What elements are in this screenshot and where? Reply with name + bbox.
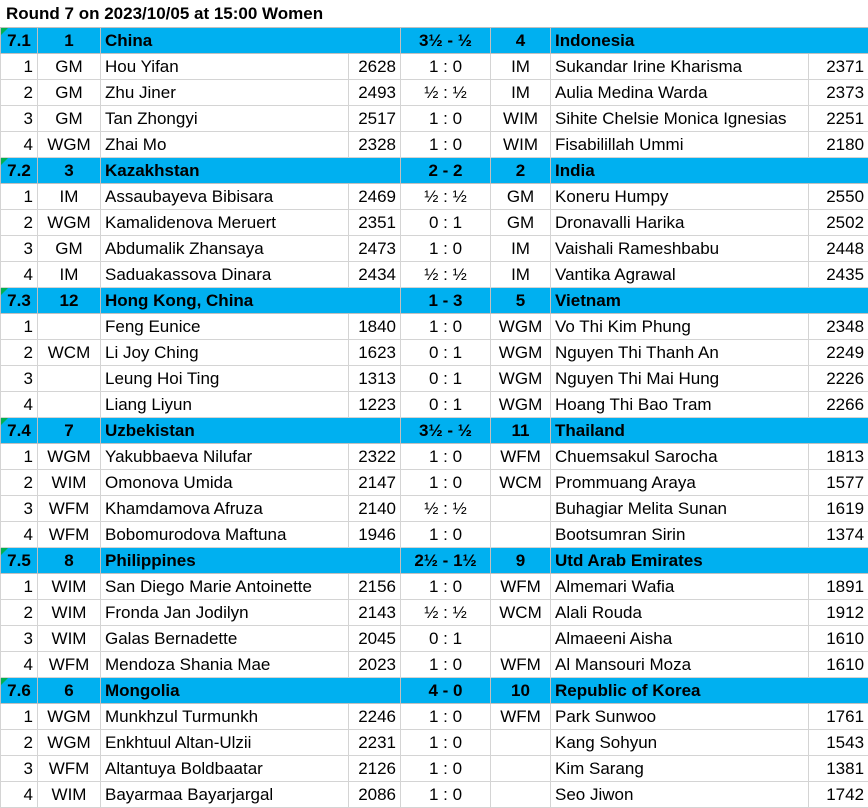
white-player-title bbox=[38, 314, 101, 340]
black-player-name: Fisabilillah Ummi bbox=[551, 132, 809, 158]
game-board-number: 1 bbox=[1, 314, 38, 340]
black-player-title: IM bbox=[491, 80, 551, 106]
match-score: 2 - 2 bbox=[401, 158, 491, 184]
white-player-rating: 2147 bbox=[349, 470, 401, 496]
away-team-name: Utd Arab Emirates bbox=[551, 548, 868, 574]
match-score: 3½ - ½ bbox=[401, 28, 491, 54]
white-player-name: Omonova Umida bbox=[101, 470, 349, 496]
game-result: 1 : 0 bbox=[401, 782, 491, 808]
white-player-rating: 2231 bbox=[349, 730, 401, 756]
game-result: 1 : 0 bbox=[401, 54, 491, 80]
game-row bbox=[1, 184, 868, 210]
black-player-title: WFM bbox=[491, 444, 551, 470]
black-player-rating: 2435 bbox=[809, 262, 868, 288]
black-player-name: Bootsumran Sirin bbox=[551, 522, 809, 548]
white-player-title bbox=[38, 392, 101, 418]
game-result: 1 : 0 bbox=[401, 444, 491, 470]
white-player-rating: 2246 bbox=[349, 704, 401, 730]
game-board-number: 3 bbox=[1, 756, 38, 782]
match-board-number: 7.6 bbox=[1, 678, 38, 704]
white-player-rating: 2473 bbox=[349, 236, 401, 262]
white-player-rating: 1313 bbox=[349, 366, 401, 392]
away-team-seed: 9 bbox=[491, 548, 551, 574]
black-player-name: Seo Jiwon bbox=[551, 782, 809, 808]
white-player-name: Tan Zhongyi bbox=[101, 106, 349, 132]
game-result: ½ : ½ bbox=[401, 184, 491, 210]
black-player-rating: 2550 bbox=[809, 184, 868, 210]
match-header-row bbox=[1, 158, 868, 184]
black-player-rating: 1912 bbox=[809, 600, 868, 626]
black-player-name: Al Mansouri Moza bbox=[551, 652, 809, 678]
white-player-title: WIM bbox=[38, 470, 101, 496]
black-player-rating: 1742 bbox=[809, 782, 868, 808]
black-player-rating: 1619 bbox=[809, 496, 868, 522]
white-player-rating: 2517 bbox=[349, 106, 401, 132]
game-board-number: 3 bbox=[1, 366, 38, 392]
black-player-rating: 1813 bbox=[809, 444, 868, 470]
white-player-rating: 1623 bbox=[349, 340, 401, 366]
game-result: 1 : 0 bbox=[401, 236, 491, 262]
white-player-name: Li Joy Ching bbox=[101, 340, 349, 366]
match-board-number: 7.5 bbox=[1, 548, 38, 574]
white-player-rating: 2045 bbox=[349, 626, 401, 652]
black-player-title: WGM bbox=[491, 340, 551, 366]
home-team-name: Kazakhstan bbox=[101, 158, 401, 184]
game-board-number: 4 bbox=[1, 392, 38, 418]
white-player-name: Feng Eunice bbox=[101, 314, 349, 340]
game-row bbox=[1, 236, 868, 262]
black-player-name: Park Sunwoo bbox=[551, 704, 809, 730]
game-board-number: 2 bbox=[1, 470, 38, 496]
game-result: 1 : 0 bbox=[401, 574, 491, 600]
white-player-title: WIM bbox=[38, 626, 101, 652]
match-score: 2½ - 1½ bbox=[401, 548, 491, 574]
black-player-rating: 2266 bbox=[809, 392, 868, 418]
game-board-number: 4 bbox=[1, 262, 38, 288]
black-player-title bbox=[491, 782, 551, 808]
white-player-rating: 1840 bbox=[349, 314, 401, 340]
game-row bbox=[1, 444, 868, 470]
away-team-seed: 11 bbox=[491, 418, 551, 444]
white-player-title bbox=[38, 366, 101, 392]
white-player-rating: 2023 bbox=[349, 652, 401, 678]
black-player-name: Chuemsakul Sarocha bbox=[551, 444, 809, 470]
game-result: ½ : ½ bbox=[401, 80, 491, 106]
white-player-title: WGM bbox=[38, 132, 101, 158]
game-board-number: 2 bbox=[1, 80, 38, 106]
white-player-title: GM bbox=[38, 236, 101, 262]
home-team-seed: 6 bbox=[38, 678, 101, 704]
black-player-rating: 2251 bbox=[809, 106, 868, 132]
away-team-seed: 4 bbox=[491, 28, 551, 54]
game-result: ½ : ½ bbox=[401, 496, 491, 522]
black-player-name: Kang Sohyun bbox=[551, 730, 809, 756]
black-player-rating: 1381 bbox=[809, 756, 868, 782]
match-board-number: 7.4 bbox=[1, 418, 38, 444]
black-player-title: WFM bbox=[491, 574, 551, 600]
black-player-title bbox=[491, 522, 551, 548]
black-player-title bbox=[491, 496, 551, 522]
white-player-title: WGM bbox=[38, 444, 101, 470]
game-row bbox=[1, 80, 868, 106]
game-row bbox=[1, 730, 868, 756]
white-player-name: Munkhzul Turmunkh bbox=[101, 704, 349, 730]
white-player-name: Hou Yifan bbox=[101, 54, 349, 80]
white-player-rating: 2140 bbox=[349, 496, 401, 522]
match-board-number: 7.3 bbox=[1, 288, 38, 314]
white-player-rating: 2322 bbox=[349, 444, 401, 470]
white-player-title: GM bbox=[38, 106, 101, 132]
game-board-number: 4 bbox=[1, 782, 38, 808]
white-player-name: Leung Hoi Ting bbox=[101, 366, 349, 392]
game-row bbox=[1, 470, 868, 496]
black-player-title: GM bbox=[491, 210, 551, 236]
match-board-number: 7.1 bbox=[1, 28, 38, 54]
game-row bbox=[1, 574, 868, 600]
game-board-number: 3 bbox=[1, 236, 38, 262]
game-board-number: 1 bbox=[1, 704, 38, 730]
black-player-name: Almemari Wafia bbox=[551, 574, 809, 600]
white-player-title: WGM bbox=[38, 210, 101, 236]
home-team-seed: 8 bbox=[38, 548, 101, 574]
away-team-seed: 2 bbox=[491, 158, 551, 184]
black-player-title: WFM bbox=[491, 652, 551, 678]
away-team-name: Indonesia bbox=[551, 28, 868, 54]
match-board-number: 7.2 bbox=[1, 158, 38, 184]
round-title: Round 7 on 2023/10/05 at 15:00 Women bbox=[0, 0, 868, 27]
black-player-name: Vaishali Rameshbabu bbox=[551, 236, 809, 262]
black-player-rating: 2226 bbox=[809, 366, 868, 392]
black-player-title: IM bbox=[491, 54, 551, 80]
black-player-name: Vo Thi Kim Phung bbox=[551, 314, 809, 340]
black-player-rating: 2348 bbox=[809, 314, 868, 340]
home-team-name: Uzbekistan bbox=[101, 418, 401, 444]
white-player-name: Fronda Jan Jodilyn bbox=[101, 600, 349, 626]
game-board-number: 2 bbox=[1, 730, 38, 756]
white-player-rating: 1223 bbox=[349, 392, 401, 418]
away-team-name: Republic of Korea bbox=[551, 678, 868, 704]
black-player-title: WFM bbox=[491, 704, 551, 730]
white-player-rating: 2469 bbox=[349, 184, 401, 210]
game-row bbox=[1, 652, 868, 678]
white-player-name: Mendoza Shania Mae bbox=[101, 652, 349, 678]
white-player-rating: 2628 bbox=[349, 54, 401, 80]
white-player-rating: 2126 bbox=[349, 756, 401, 782]
game-row bbox=[1, 366, 868, 392]
game-board-number: 4 bbox=[1, 652, 38, 678]
black-player-name: Kim Sarang bbox=[551, 756, 809, 782]
away-team-name: Vietnam bbox=[551, 288, 868, 314]
black-player-title bbox=[491, 730, 551, 756]
game-result: 1 : 0 bbox=[401, 106, 491, 132]
black-player-rating: 2373 bbox=[809, 80, 868, 106]
white-player-title: WFM bbox=[38, 522, 101, 548]
black-player-title: WCM bbox=[491, 600, 551, 626]
black-player-title: WGM bbox=[491, 366, 551, 392]
game-board-number: 1 bbox=[1, 184, 38, 210]
match-header-row bbox=[1, 548, 868, 574]
white-player-rating: 2143 bbox=[349, 600, 401, 626]
black-player-title bbox=[491, 626, 551, 652]
black-player-rating: 1610 bbox=[809, 626, 868, 652]
white-player-rating: 1946 bbox=[349, 522, 401, 548]
game-board-number: 1 bbox=[1, 54, 38, 80]
black-player-name: Almaeeni Aisha bbox=[551, 626, 809, 652]
black-player-rating: 1543 bbox=[809, 730, 868, 756]
white-player-name: Zhu Jiner bbox=[101, 80, 349, 106]
white-player-title: WGM bbox=[38, 730, 101, 756]
white-player-name: Khamdamova Afruza bbox=[101, 496, 349, 522]
black-player-name: Dronavalli Harika bbox=[551, 210, 809, 236]
black-player-title: WGM bbox=[491, 314, 551, 340]
game-row bbox=[1, 210, 868, 236]
black-player-rating: 1577 bbox=[809, 470, 868, 496]
match-header-row bbox=[1, 418, 868, 444]
match-score: 1 - 3 bbox=[401, 288, 491, 314]
black-player-name: Sukandar Irine Kharisma bbox=[551, 54, 809, 80]
game-board-number: 3 bbox=[1, 496, 38, 522]
white-player-name: Liang Liyun bbox=[101, 392, 349, 418]
black-player-name: Koneru Humpy bbox=[551, 184, 809, 210]
white-player-title: WFM bbox=[38, 496, 101, 522]
game-result: 1 : 0 bbox=[401, 132, 491, 158]
game-row bbox=[1, 496, 868, 522]
home-team-name: Philippines bbox=[101, 548, 401, 574]
black-player-title: GM bbox=[491, 184, 551, 210]
home-team-seed: 12 bbox=[38, 288, 101, 314]
white-player-name: Bobomurodova Maftuna bbox=[101, 522, 349, 548]
black-player-name: Hoang Thi Bao Tram bbox=[551, 392, 809, 418]
match-header-row bbox=[1, 678, 868, 704]
black-player-rating: 1891 bbox=[809, 574, 868, 600]
black-player-title: IM bbox=[491, 262, 551, 288]
away-team-name: India bbox=[551, 158, 868, 184]
white-player-title: WFM bbox=[38, 652, 101, 678]
game-result: 1 : 0 bbox=[401, 652, 491, 678]
match-header-row bbox=[1, 28, 868, 54]
black-player-title bbox=[491, 756, 551, 782]
black-player-rating: 2249 bbox=[809, 340, 868, 366]
match-score: 4 - 0 bbox=[401, 678, 491, 704]
black-player-rating: 2180 bbox=[809, 132, 868, 158]
white-player-rating: 2434 bbox=[349, 262, 401, 288]
game-row bbox=[1, 132, 868, 158]
black-player-name: Vantika Agrawal bbox=[551, 262, 809, 288]
white-player-title: IM bbox=[38, 184, 101, 210]
white-player-title: IM bbox=[38, 262, 101, 288]
black-player-name: Alali Rouda bbox=[551, 600, 809, 626]
game-result: 1 : 0 bbox=[401, 730, 491, 756]
black-player-rating: 2448 bbox=[809, 236, 868, 262]
home-team-name: China bbox=[101, 28, 401, 54]
white-player-name: San Diego Marie Antoinette bbox=[101, 574, 349, 600]
black-player-title: IM bbox=[491, 236, 551, 262]
game-result: ½ : ½ bbox=[401, 600, 491, 626]
game-result: 1 : 0 bbox=[401, 756, 491, 782]
home-team-seed: 3 bbox=[38, 158, 101, 184]
game-board-number: 1 bbox=[1, 444, 38, 470]
black-player-rating: 1374 bbox=[809, 522, 868, 548]
game-result: 1 : 0 bbox=[401, 314, 491, 340]
away-team-seed: 5 bbox=[491, 288, 551, 314]
white-player-title: WCM bbox=[38, 340, 101, 366]
match-score: 3½ - ½ bbox=[401, 418, 491, 444]
away-team-name: Thailand bbox=[551, 418, 868, 444]
white-player-rating: 2156 bbox=[349, 574, 401, 600]
game-result: 0 : 1 bbox=[401, 366, 491, 392]
white-player-rating: 2493 bbox=[349, 80, 401, 106]
game-result: 0 : 1 bbox=[401, 210, 491, 236]
black-player-name: Nguyen Thi Mai Hung bbox=[551, 366, 809, 392]
game-board-number: 2 bbox=[1, 340, 38, 366]
game-result: 1 : 0 bbox=[401, 470, 491, 496]
black-player-name: Aulia Medina Warda bbox=[551, 80, 809, 106]
game-board-number: 3 bbox=[1, 106, 38, 132]
black-player-name: Buhagiar Melita Sunan bbox=[551, 496, 809, 522]
white-player-title: WIM bbox=[38, 600, 101, 626]
pairings-table bbox=[0, 27, 868, 808]
white-player-title: WGM bbox=[38, 704, 101, 730]
game-row bbox=[1, 522, 868, 548]
game-row bbox=[1, 756, 868, 782]
game-board-number: 4 bbox=[1, 132, 38, 158]
game-row bbox=[1, 314, 868, 340]
white-player-name: Assaubayeva Bibisara bbox=[101, 184, 349, 210]
black-player-name: Prommuang Araya bbox=[551, 470, 809, 496]
game-result: 0 : 1 bbox=[401, 340, 491, 366]
black-player-rating: 1761 bbox=[809, 704, 868, 730]
white-player-name: Saduakassova Dinara bbox=[101, 262, 349, 288]
game-row bbox=[1, 262, 868, 288]
game-row bbox=[1, 782, 868, 808]
white-player-rating: 2328 bbox=[349, 132, 401, 158]
white-player-rating: 2086 bbox=[349, 782, 401, 808]
white-player-title: WIM bbox=[38, 782, 101, 808]
game-board-number: 1 bbox=[1, 574, 38, 600]
black-player-rating: 2502 bbox=[809, 210, 868, 236]
game-result: ½ : ½ bbox=[401, 262, 491, 288]
white-player-name: Altantuya Boldbaatar bbox=[101, 756, 349, 782]
white-player-name: Galas Bernadette bbox=[101, 626, 349, 652]
black-player-title: WIM bbox=[491, 132, 551, 158]
game-row bbox=[1, 54, 868, 80]
black-player-title: WGM bbox=[491, 392, 551, 418]
black-player-title: WCM bbox=[491, 470, 551, 496]
game-board-number: 2 bbox=[1, 600, 38, 626]
game-result: 0 : 1 bbox=[401, 392, 491, 418]
white-player-name: Bayarmaa Bayarjargal bbox=[101, 782, 349, 808]
white-player-title: WIM bbox=[38, 574, 101, 600]
white-player-name: Abdumalik Zhansaya bbox=[101, 236, 349, 262]
black-player-name: Sihite Chelsie Monica Ignesias bbox=[551, 106, 809, 132]
game-result: 0 : 1 bbox=[401, 626, 491, 652]
white-player-title: GM bbox=[38, 80, 101, 106]
match-header-row bbox=[1, 288, 868, 314]
black-player-rating: 1610 bbox=[809, 652, 868, 678]
game-row bbox=[1, 392, 868, 418]
game-row bbox=[1, 340, 868, 366]
game-result: 1 : 0 bbox=[401, 522, 491, 548]
black-player-name: Nguyen Thi Thanh An bbox=[551, 340, 809, 366]
home-team-seed: 7 bbox=[38, 418, 101, 444]
game-board-number: 3 bbox=[1, 626, 38, 652]
game-result: 1 : 0 bbox=[401, 704, 491, 730]
away-team-seed: 10 bbox=[491, 678, 551, 704]
game-row bbox=[1, 106, 868, 132]
game-board-number: 2 bbox=[1, 210, 38, 236]
black-player-rating: 2371 bbox=[809, 54, 868, 80]
white-player-title: WFM bbox=[38, 756, 101, 782]
white-player-rating: 2351 bbox=[349, 210, 401, 236]
black-player-title: WIM bbox=[491, 106, 551, 132]
white-player-name: Enkhtuul Altan-Ulzii bbox=[101, 730, 349, 756]
game-row bbox=[1, 600, 868, 626]
white-player-name: Zhai Mo bbox=[101, 132, 349, 158]
white-player-title: GM bbox=[38, 54, 101, 80]
home-team-name: Hong Kong, China bbox=[101, 288, 401, 314]
white-player-name: Yakubbaeva Nilufar bbox=[101, 444, 349, 470]
game-row bbox=[1, 626, 868, 652]
game-board-number: 4 bbox=[1, 522, 38, 548]
game-row bbox=[1, 704, 868, 730]
home-team-name: Mongolia bbox=[101, 678, 401, 704]
home-team-seed: 1 bbox=[38, 28, 101, 54]
white-player-name: Kamalidenova Meruert bbox=[101, 210, 349, 236]
